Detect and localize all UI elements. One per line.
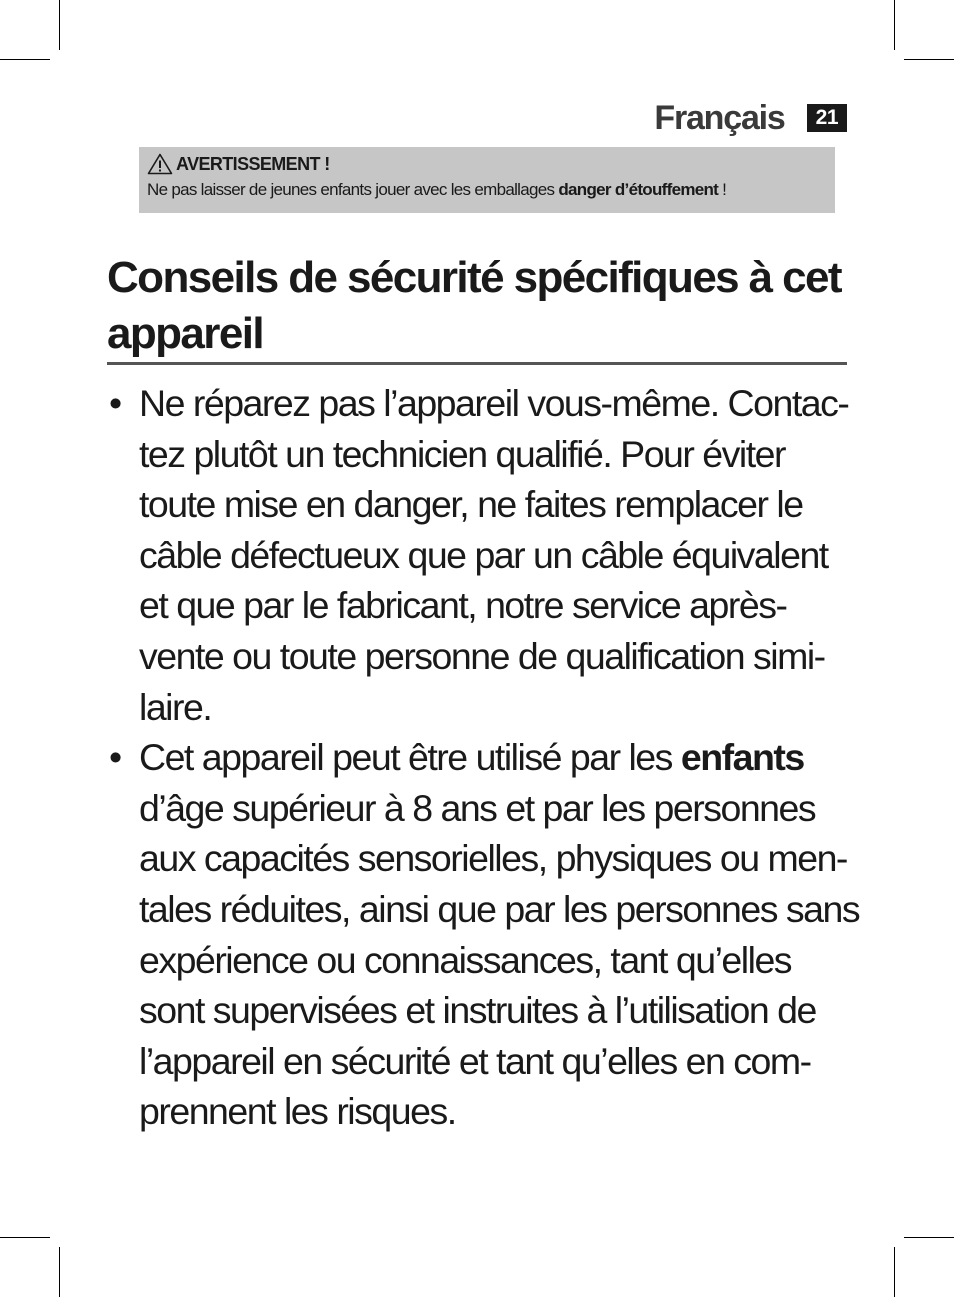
- item-line: tez plutôt un technicien qualifié. Pour éviter: [139, 432, 786, 475]
- item-line: câble défectueux que par un câble équivalent: [139, 533, 828, 576]
- item-line: [139, 378, 852, 429]
- language-label: Français: [654, 98, 785, 137]
- item-line: tales réduites, ainsi que par les personnes sans: [139, 887, 860, 930]
- page-number: 21: [807, 104, 847, 132]
- crop-mark-top-right-vertical: [894, 0, 895, 50]
- crop-mark-bottom-left-vertical: [59, 1247, 60, 1297]
- section-title-line: appareil: [107, 309, 263, 358]
- item-line: l’appareil en sécurité et tant qu’elles en com-: [139, 1039, 811, 1082]
- item-line: vente ou toute personne de qualification simi-: [139, 634, 825, 677]
- warning-title: AVERTISSEMENT !: [176, 154, 330, 174]
- item-line: aux capacités sensorielles, physiques ou men-: [139, 837, 847, 880]
- crop-mark-top-left-horizontal: [0, 59, 50, 60]
- item-line: sont supervisées et instruites à l’utilisation de: [139, 989, 816, 1032]
- item-line: prennent les risques.: [139, 1090, 456, 1133]
- warning-text-emphasis: danger d’étouffement: [558, 180, 719, 199]
- safety-list: [107, 378, 860, 1137]
- warning-text: [147, 179, 827, 201]
- item-line: [139, 732, 852, 783]
- warning-title-row: [147, 153, 827, 175]
- crop-mark-bottom-right-vertical: [894, 1247, 895, 1297]
- item-line-text: Ne réparez pas l’appareil vous-même. Contac-: [139, 382, 849, 424]
- bullet: •: [109, 736, 121, 779]
- page-header: [654, 100, 847, 136]
- item-line: d’âge supérieur à 8 ans et par les personnes: [139, 786, 816, 829]
- item-line: et que par le fabricant, notre service après-: [139, 584, 787, 627]
- warning-triangle-icon: [147, 153, 173, 175]
- bullet: •: [109, 382, 121, 424]
- warning-text-end: !: [718, 180, 727, 199]
- item-line: laire.: [139, 685, 212, 728]
- item-line-emphasis: enfants: [680, 736, 804, 779]
- item-line: expérience ou connaissances, tant qu’elles: [139, 938, 792, 981]
- item-line-text: Cet appareil peut être utilisé par les: [139, 736, 681, 779]
- item-line: toute mise en danger, ne faites remplacer le: [139, 483, 803, 526]
- list-item: [107, 378, 852, 732]
- section-title: [107, 250, 847, 362]
- title-underline: [107, 362, 847, 365]
- crop-mark-top-right-horizontal: [904, 59, 954, 60]
- warning-box: [139, 147, 835, 213]
- section-title-line: Conseils de sécurité spécifiques à cet: [107, 253, 841, 302]
- crop-mark-bottom-left-horizontal: [0, 1237, 50, 1238]
- crop-mark-bottom-right-horizontal: [904, 1237, 954, 1238]
- list-item: [107, 732, 860, 1137]
- warning-text-start: Ne pas laisser de jeunes enfants jouer avec les emballages: [147, 180, 559, 199]
- crop-mark-top-left-vertical: [59, 0, 60, 50]
